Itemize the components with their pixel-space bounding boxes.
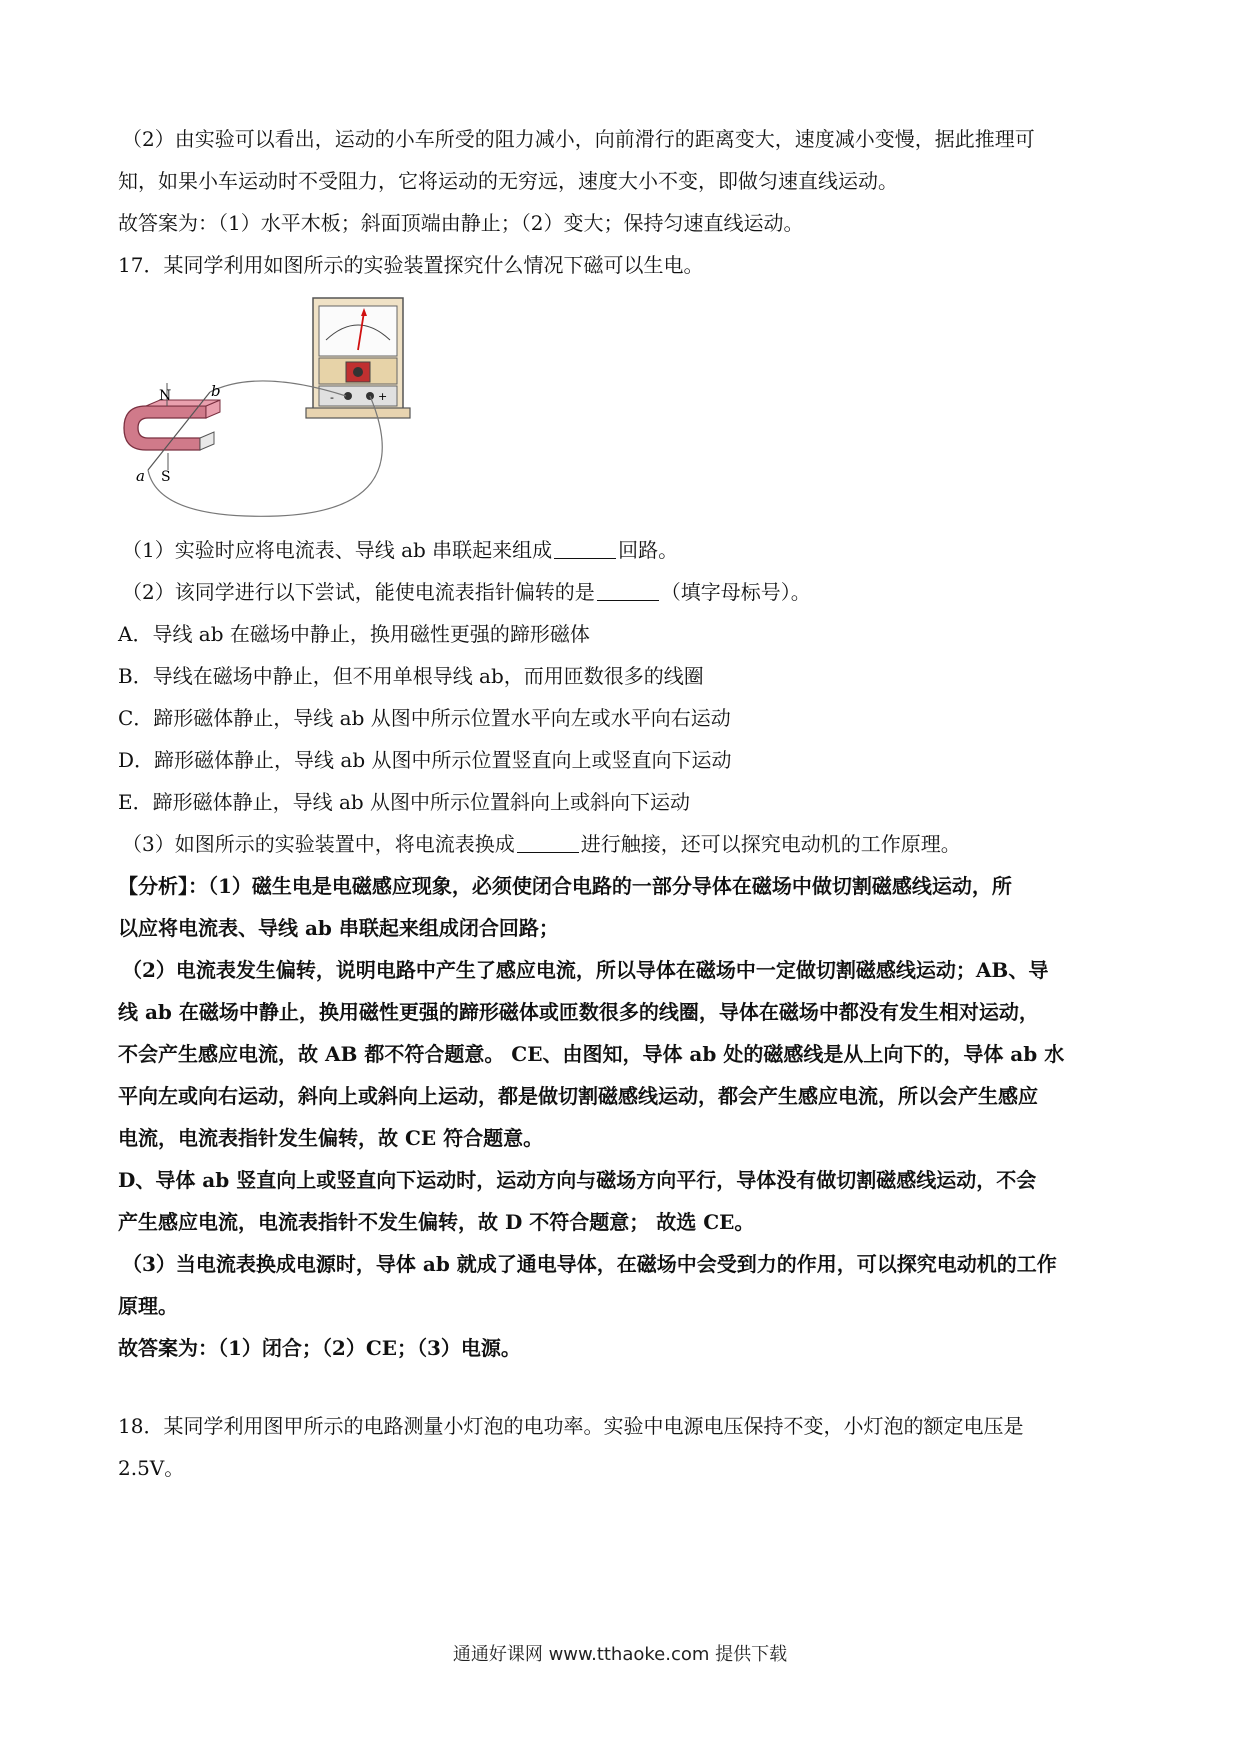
wire-a-label: a xyxy=(136,467,145,485)
analysis-line: 电流，电流表指针发生偏转，故 CE 符合题意。 xyxy=(118,1126,544,1150)
analysis-line: （3）当电流表换成电源时，导体 ab 就成了通电导体，在磁场中会受到力的作用，可以探究电动机的工作 xyxy=(122,1252,1057,1276)
analysis-line: 原理。 xyxy=(118,1294,178,1318)
magnet-n-label: N xyxy=(159,388,172,404)
analysis-line: D、导体 ab 竖直向上或竖直向下运动时，运动方向与磁场方向平行，导体没有做切割磁感线运动，不会 xyxy=(118,1168,1037,1192)
question-17-stem: 17．某同学利用如图所示的实验装置探究什么情况下磁可以生电。 xyxy=(118,253,704,277)
document-page xyxy=(118,118,1128,1489)
prev-answer-line-2: 知，如果小车运动时不受阻力，它将运动的无穷远，速度大小不变，即做匀速直线运动。 xyxy=(118,169,898,193)
option-d: D．蹄形磁体静止，导线 ab 从图中所示位置竖直向上或竖直向下运动 xyxy=(118,748,732,772)
galvanometer-magnet-diagram xyxy=(118,288,518,523)
option-a: A．导线 ab 在磁场中静止，换用磁性更强的蹄形磁体 xyxy=(118,622,590,646)
plus-label: + xyxy=(378,390,388,403)
page-footer: 通通好课网 www.tthaoke.com 提供下载 xyxy=(452,1644,788,1665)
option-e: E．蹄形磁体静止，导线 ab 从图中所示位置斜向上或斜向下运动 xyxy=(118,790,691,814)
analysis-line: 产生感应电流，电流表指针不发生偏转，故 D 不符合题意； 故选 CE。 xyxy=(118,1210,755,1234)
option-c: C．蹄形磁体静止，导线 ab 从图中所示位置水平向左或水平向右运动 xyxy=(118,706,731,730)
question-17-part-3: （3）如图所示的实验装置中，将电流表换成 进行触接，还可以探究电动机的工作原理。 xyxy=(122,832,961,856)
magnet-s-label: S xyxy=(161,469,171,485)
prev-answer-result: 故答案为：（1）水平木板；斜面顶端由静止；（2）变大；保持匀速直线运动。 xyxy=(118,211,804,235)
answer-blank-2 xyxy=(597,580,659,601)
analysis-line: 【分析】：（1）磁生电是电磁感应现象，必须使闭合电路的一部分导体在磁场中做切割磁感线运动，所 xyxy=(118,874,1012,898)
horseshoe-magnet-icon xyxy=(124,400,220,450)
answer-line: 故答案为：（1）闭合；（2）CE；（3）电源。 xyxy=(118,1336,521,1360)
galvanometer-icon xyxy=(306,298,410,418)
wire-b-label: b xyxy=(211,382,221,400)
analysis-line: 线 ab 在磁场中静止，换用磁性更强的蹄形磁体或匝数很多的线圈，导体在磁场中都没有发生相对运动， xyxy=(118,1000,1039,1024)
experiment-figure xyxy=(118,288,1128,523)
prev-answer-line-1: （2）由实验可以看出，运动的小车所受的阻力减小，向前滑行的距离变大，速度减小变慢，据此推理可 xyxy=(122,127,1035,151)
analysis-line: 平向左或向右运动，斜向上或斜向上运动，都是做切割磁感线运动，都会产生感应电流，所以会产生感应 xyxy=(118,1084,1038,1108)
answer-blank-3 xyxy=(517,832,579,853)
analysis-line: 以应将电流表、导线 ab 串联起来组成闭合回路； xyxy=(118,916,559,940)
question-17-part-2: （2）该同学进行以下尝试，能使电流表指针偏转的是 （填字母标号）。 xyxy=(122,580,811,604)
question-18-line-2: 2.5V。 xyxy=(118,1456,185,1480)
answer-blank-1 xyxy=(554,538,616,559)
analysis-line: （2）电流表发生偏转，说明电路中产生了感应电流，所以导体在磁场中一定做切割磁感线运动；AB、导 xyxy=(122,958,1049,982)
question-17-part-1: （1）实验时应将电流表、导线 ab 串联起来组成 回路。 xyxy=(122,538,679,562)
minus-label: - xyxy=(330,391,334,404)
option-b: B．导线在磁场中静止，但不用单根导线 ab，而用匝数很多的线圈 xyxy=(118,664,704,688)
analysis-line: 不会产生感应电流，故 AB 都不符合题意。 CE、由图知，导体 ab 处的磁感线是从上向下的，导体 ab 水 xyxy=(118,1042,1065,1066)
question-18-line-1: 18．某同学利用图甲所示的电路测量小灯泡的电功率。实验中电源电压保持不变，小灯泡的额定电压是 xyxy=(118,1414,1024,1438)
